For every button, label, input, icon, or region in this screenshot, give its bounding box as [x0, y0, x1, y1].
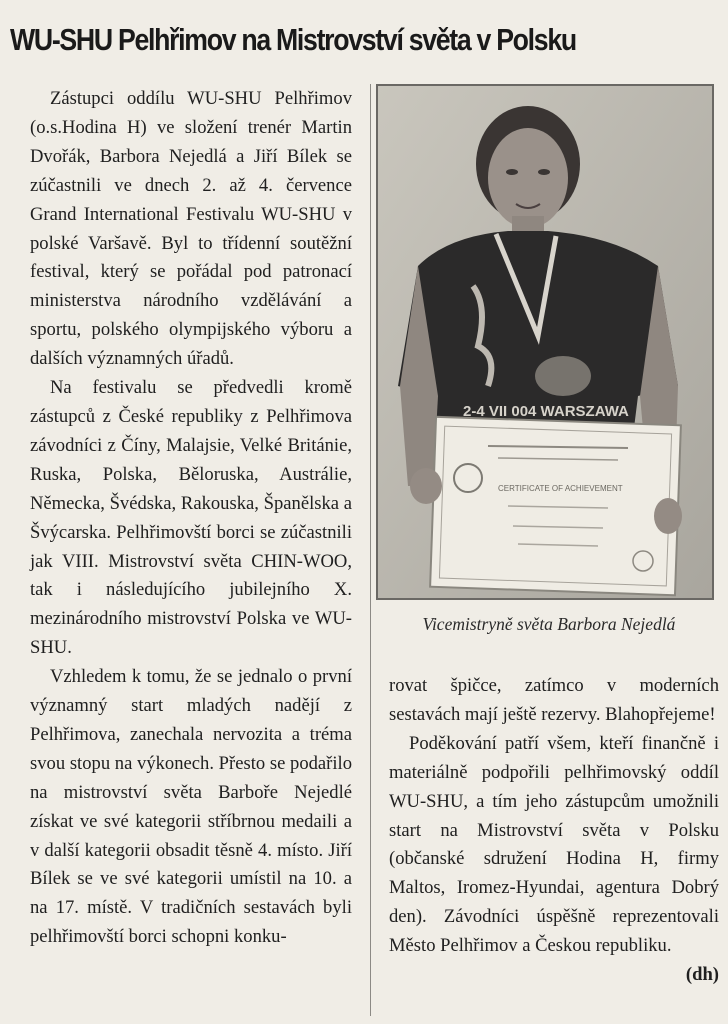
- photo-caption: Vicemistryně světa Barbora Nejedlá: [422, 614, 676, 634]
- paragraph-5: [389, 730, 719, 986]
- paragraph-4: rovat špičce, zatímco v moderních sestavách mají ještě rezervy. Blahopřejeme!: [389, 675, 719, 725]
- paragraph-5-text: Poděkování patří všem, kteří finančně i materiálně podpořili pelhřimovský oddíl WU-SHU, a tím jeho zástupcům umožnili start na Mistrovství světa v Polsku (občanské sdružení Hodina H, firmy Maltos, Iromez-Hyundai, agentura Dobrý den). Závodníci úspěšně reprezentovali Město Pelhřimov a Českou republiku.: [389, 732, 719, 957]
- column-divider: [370, 84, 371, 1016]
- author-signature: (dh): [685, 964, 719, 986]
- right-column: [389, 672, 719, 990]
- photo-girl-with-certificate: [378, 86, 712, 598]
- paragraph-3: Vzhledem k tomu, že se jednalo o první významný start mladých nadějí z Pelhřimova, zanechala nervozita a tréma svou stopu na výkonech. Přesto se podařilo na mistrovství světa Barboře Nejedlé získat ve své kategorii stříbrnou medaili a v další kategorii obsadit těsně 4. místo. Jiří Bílek se ve své kategorii umístil na 10. a na 17. místě. V tradičních sestavách byli pelhřimovští borci schopni konku-: [30, 666, 352, 948]
- shirt-text: 2-4 VII 004 WARSZAWA: [463, 403, 629, 420]
- article-photo: [376, 84, 714, 600]
- certificate-heading: CERTIFICATE OF ACHIEVEMENT: [498, 484, 623, 493]
- article-headline: WU-SHU Pelhřimov na Mistrovství světa v Polsku: [10, 22, 576, 57]
- paragraph-1: Zástupci oddílu WU-SHU Pelhřimov (o.s.Hodina H) ve složení trenér Martin Dvořák, Barbora Nejedlá a Jiří Bílek se zúčastnili ve dnech 2. až 4. července Grand International Festivalu WU-SHU v polské Varšavě. Byl to třídenní soutěžní festival, který se pořádal pod patronací ministerstva národního vzdělávání a sportu, polského olympijského výboru a dalších významných úřadů.: [30, 88, 352, 370]
- paragraph-2: Na festivalu se předvedli kromě zástupců z České republiky z Pelhřimova závodníci z Číny, Malajsie, Velké Británie, Ruska, Polska, Běloruska, Austrálie, Německa, Švédska, Rakouska, Španělska a Švýcarska. Pelhřimovští borci se zúčastnili jak VIII. Mistrovství světa CHIN-WOO, tak i následujícího jubilejního X. mezinárodního mistrovství Polska ve WU-SHU.: [30, 377, 352, 659]
- left-column: [30, 85, 352, 952]
